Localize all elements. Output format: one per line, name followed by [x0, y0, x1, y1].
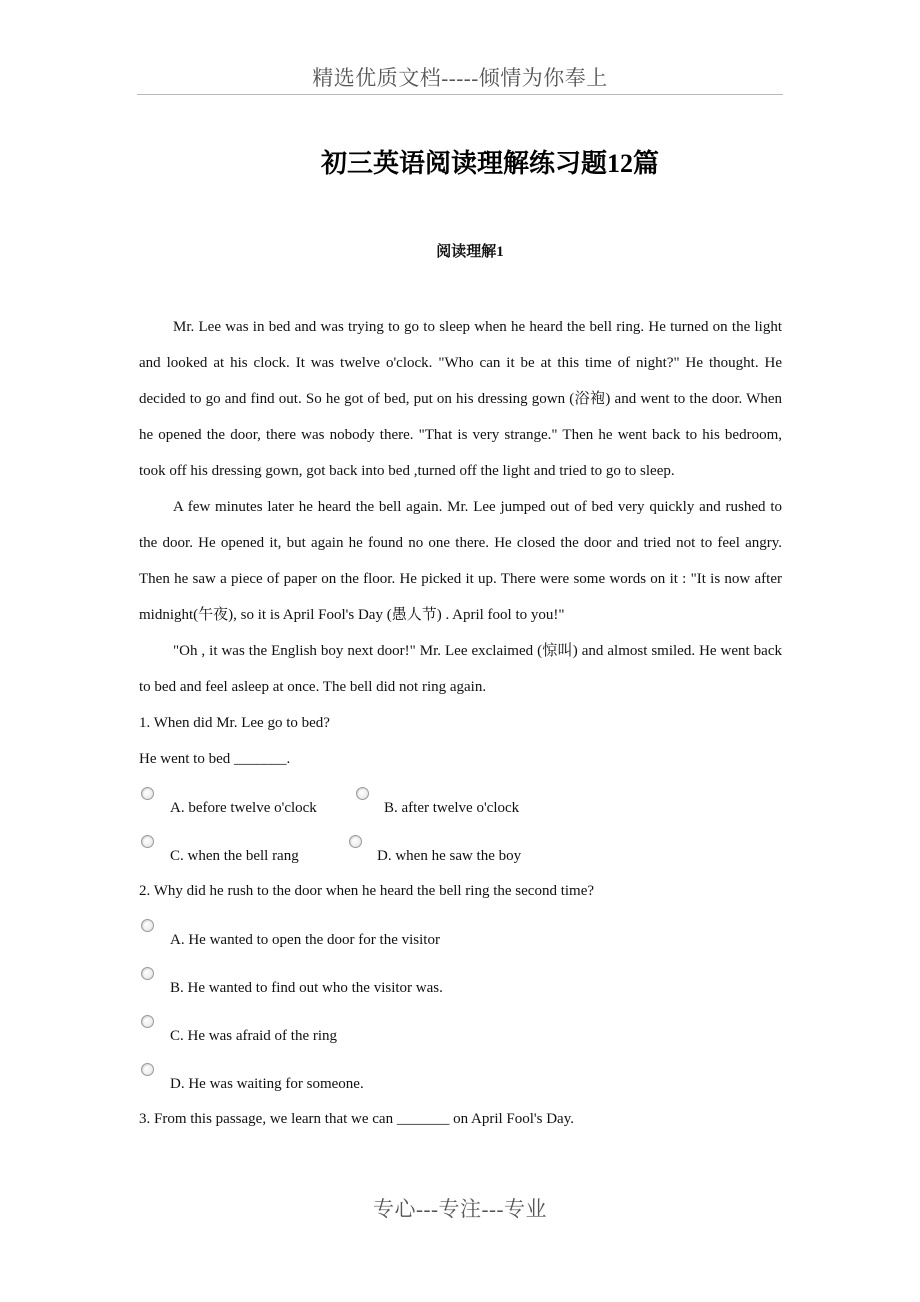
passage-paragraph-2: A few minutes later he heard the bell again. Mr. Lee jumped out of bed very quickly and rushed to the door. He opened it, but again he found no one there. He closed the door and tried not to feel angry. Then he saw a piece of paper on the floor. He picked it up. There were some words on it : "It is now after midnight(午夜), so it is April Fool's Day (愚人节) . April fool to you!" [139, 499, 782, 623]
radio-button-icon[interactable] [141, 835, 154, 848]
option-label: D. He was waiting for someone. [170, 1076, 364, 1092]
option-label: B. He wanted to find out who the visitor was. [170, 980, 443, 996]
option-label: D. when he saw the boy [377, 848, 522, 864]
radio-button-icon[interactable] [141, 967, 154, 980]
question-2-option-row-a [139, 909, 782, 957]
radio-button-icon[interactable] [141, 1015, 154, 1028]
page-footer: 专心---专注---专业 [373, 1197, 547, 1221]
radio-button-icon[interactable] [356, 787, 369, 800]
radio-button-icon[interactable] [141, 919, 154, 932]
question-3-stem: 3. From this passage, we learn that we can _______ on April Fool's Day. [139, 1111, 574, 1127]
radio-button-icon[interactable] [141, 787, 154, 800]
question-1-sub: He went to bed _______. [139, 751, 291, 767]
question-2-stem: 2. Why did he rush to the door when he heard the bell ring the second time? [139, 883, 595, 899]
radio-button-icon[interactable] [349, 835, 362, 848]
option-label: A. He wanted to open the door for the visitor [170, 932, 440, 948]
option-label: C. He was afraid of the ring [170, 1028, 338, 1044]
option-label: A. before twelve o'clock [170, 800, 317, 816]
option-label: B. after twelve o'clock [384, 800, 520, 816]
question-1-options-row-2 [139, 825, 782, 873]
question-2-option-row-d [139, 1053, 782, 1101]
document-title: 初三英语阅读理解练习题12篇 [320, 149, 659, 178]
question-1-stem: 1. When did Mr. Lee go to bed? [139, 715, 330, 731]
question-2-option-row-b [139, 957, 782, 1005]
radio-button-icon[interactable] [141, 1063, 154, 1076]
reading-content [139, 309, 782, 1137]
question-2-option-row-c [139, 1005, 782, 1053]
header-divider [137, 94, 783, 95]
page-header: 精选优质文档-----倾情为你奉上 [312, 66, 608, 90]
question-1-options-row-1 [139, 777, 782, 825]
section-title: 阅读理解1 [436, 244, 504, 260]
passage-paragraph-3: "Oh , it was the English boy next door!" Mr. Lee exclaimed (惊叫) and almost smiled. He went back to bed and feel asleep at once. The bell did not ring again. [139, 643, 782, 695]
option-label: C. when the bell rang [170, 848, 299, 864]
passage-paragraph-1: Mr. Lee was in bed and was trying to go to sleep when he heard the bell ring. He turned on the light and looked at his clock. It was twelve o'clock. "Who can it be at this time of night?" He thought. He decided to go and find out. So he got of bed, put on his dressing gown (浴袍) and went to the door. When he opened the door, there was nobody there. "That is very strange." Then he went back to his bedroom, took off his dressing gown, got back into bed ,turned off the light and tried to go to sleep. [139, 319, 782, 479]
